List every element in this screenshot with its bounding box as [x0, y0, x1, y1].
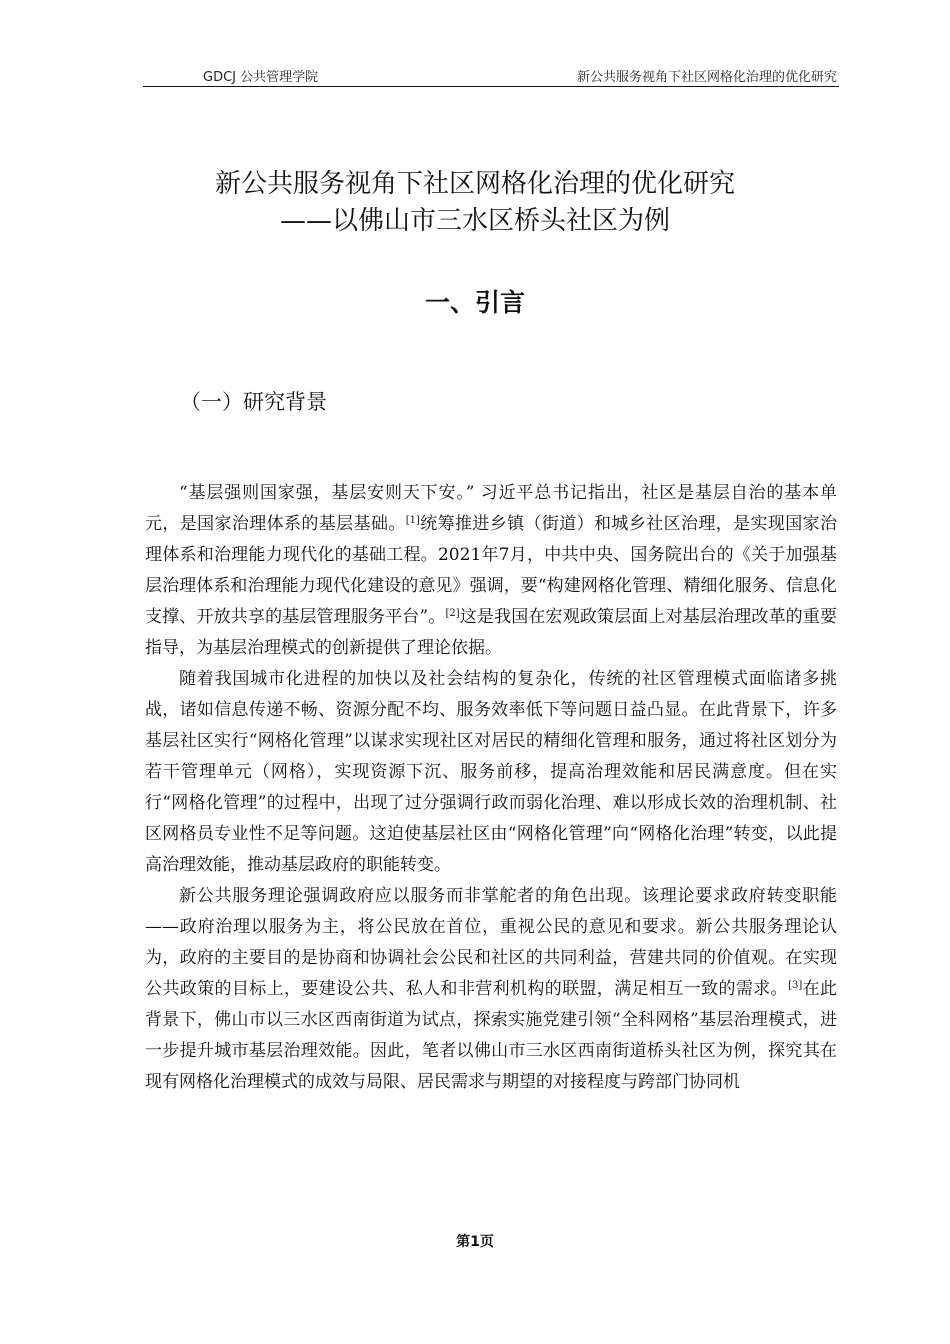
paper-title: 新公共服务视角下社区网格化治理的优化研究	[214, 169, 735, 199]
paragraph-text: 在此背景下，佛山市以三水区西南街道为试点，探索实施党建引领“全科网格”基层治理模式，进一步提升城市基层治理效能。因此，笔者以佛山市三水区西南街道桥头社区为例，探究其在现有网格化治理模式的成效与局限、居民需求与期望的对接程度与跨部门协同机	[145, 979, 838, 1092]
running-header-right: 新公共服务视角下社区网格化治理的优化研究	[576, 70, 837, 85]
body-text	[145, 478, 837, 1098]
paragraph-text: 这是我国在宏观政策层面上对基层治理改革的重要指导，为基层治理模式的创新提供了理论依据。	[145, 607, 837, 658]
page-number: 第1页	[456, 1234, 494, 1250]
paragraph	[145, 478, 837, 664]
paragraph-text: “基层强则国家强，基层安则天下安。” 习近平总书记指出，社区是基层自治的基本单元，是国家治理体系的基层基础。	[145, 483, 837, 534]
paper-subtitle: ——以佛山市三水区桥头社区为例	[279, 206, 670, 236]
paragraph-text: 新公共服务理论强调政府应以服务而非掌舵者的角色出现。该理论要求政府转变职能——政府治理以服务为主，将公民放在首位，重视公民的意见和要求。新公共服务理论认为，政府的主要目的是协商和协调社会公民和社区的共同利益，营建共同的价值观。在实现公共政策的目标上，要建设公共、私人和非营利机构的联盟，满足相互一致的需求。	[145, 886, 837, 999]
running-header-left: GDCJ 公共管理学院	[203, 70, 319, 85]
citation-ref: [2]	[445, 608, 460, 619]
header-divider	[143, 86, 839, 87]
paragraph	[145, 881, 837, 1098]
section-heading: 一、引言	[424, 288, 525, 317]
paragraph-text: 统筹推进乡镇（街道）和城乡社区治理，是实现国家治理体系和治理能力现代化的基础工程。2021年7月，中共中央、国务院出台的《关于加强基层治理体系和治理能力现代化建设的意见》强调，要“构建网格化管理、精细化服务、信息化支撑、开放共享的基层管理服务平台”。	[145, 514, 837, 627]
subsection-heading: （一）研究背景	[180, 390, 327, 414]
citation-ref: [3]	[788, 980, 803, 991]
citation-ref: [1]	[405, 515, 420, 526]
paragraph: 随着我国城市化进程的加快以及社会结构的复杂化，传统的社区管理模式面临诸多挑战，诸如信息传递不畅、资源分配不均、服务效率低下等问题日益凸显。在此背景下，许多基层社区实行“网格化管理”以谋求实现社区对居民的精细化管理和服务，通过将社区划分为若干管理单元（网格），实现资源下沉、服务前移，提高治理效能和居民满意度。但在实行“网格化管理”的过程中，出现了过分强调行政而弱化治理、难以形成长效的治理机制、社区网格员专业性不足等问题。这迫使基层社区由“网格化管理”向“网格化治理”转变，以此提高治理效能，推动基层政府的职能转变。	[145, 669, 837, 875]
